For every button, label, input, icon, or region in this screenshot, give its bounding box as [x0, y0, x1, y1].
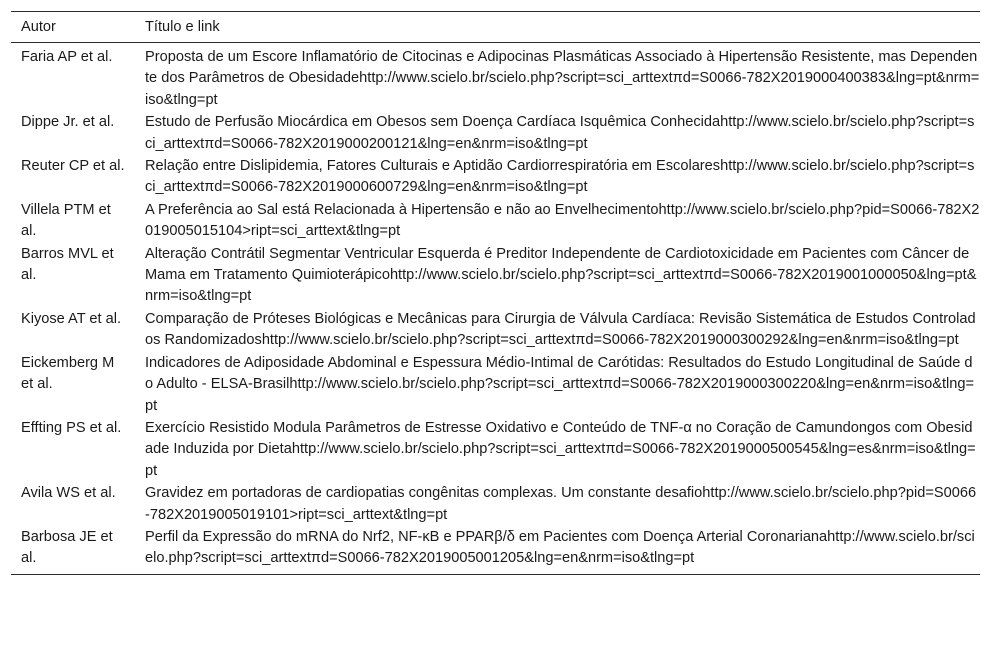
cell-titulo-link[interactable]: Perfil da Expressão do mRNA do Nrf2, NF-κB e PPARβ/δ em Pacientes com Doença Arterial Coronarianahttp://www.scielo.br/scielo.php?script=sci_arttextπd=S0066-782X2019005001205&lng=en&nrm=iso&tlng=pt: [135, 526, 980, 574]
cell-titulo-link[interactable]: Proposta de um Escore Inflamatório de Citocinas e Adipocinas Plasmáticas Associado à Hipertensão Resistente, mas Dependente dos Parâmetros de Obesidadehttp://www.scielo.br/scielo.php?script=sci_arttextπd=S0066-782X2019000400383&lng=pt&nrm=iso&tlng=pt: [145, 49, 980, 108]
cell-titulo-link[interactable]: A Preferência ao Sal está Relacionada à Hipertensão e não ao Envelhecimentohttp://www.scielo.br/scielo.php?pid=S0066-782X2019005015104>ript=sci_arttext&tlng=pt: [145, 201, 980, 240]
table-row: [11, 155, 980, 199]
table-row: [11, 43, 980, 112]
references-table-container: [11, 11, 980, 575]
cell-titulo-link[interactable]: Estudo de Perfusão Miocárdica em Obesos sem Doença Cardíaca Isquêmica Conhecidahttp://www.scielo.br/scielo.php?script=sci_arttextπd=S0066-782X2019000200121&lng=en&nrm=iso&tlng=pt: [145, 114, 975, 152]
cell-titulo-link[interactable]: Exercício Resistido Modula Parâmetros de Estresse Oxidativo e Conteúdo de TNF-α no Coração de Camundongos com Obesidade Induzida por Dietahttp://www.scielo.br/scielo.php?script=sci_arttextπd=S0066-782X2019000500545&lng=es&nrm=iso&tlng=pt: [145, 419, 976, 479]
table-row: [11, 526, 980, 574]
cell-autor: Eickemberg M et al.: [21, 354, 115, 393]
cell-autor: Reuter CP et al.: [21, 158, 125, 175]
cell-autor: Effting PS et al.: [21, 419, 122, 436]
cell-titulo-link[interactable]: Comparação de Próteses Biológicas e Mecânicas para Cirurgia de Válvula Cardíaca: Revisão Sistemática de Estudos Controlados Randomizadoshttp://www.scielo.br/scielo.php?script=sci_arttextπd=S0066-782X2019000300292&lng=en&nrm=iso&tlng=pt: [145, 310, 976, 349]
cell-autor: Faria AP et al.: [21, 49, 113, 65]
table-header-row: [11, 12, 980, 43]
references-table: [11, 11, 980, 575]
cell-titulo-link[interactable]: Indicadores de Adiposidade Abdominal e Espessura Médio-Intimal de Carótidas: Resultados do Estudo Longitudinal de Saúde do Adulto - ELSA-Brasilhttp://www.scielo.br/scielo.php?script=sci_arttextπd=S0066-782X2019000300220&lng=en&nrm=iso&tlng=pt: [145, 354, 975, 414]
table-row: [11, 308, 980, 352]
cell-autor: Villela PTM et al.: [21, 201, 111, 240]
table-row: [11, 352, 980, 417]
table-row: [11, 111, 980, 155]
table-row: [11, 482, 980, 526]
cell-autor: Dippe Jr. et al.: [21, 114, 115, 131]
column-header-autor: Autor: [11, 12, 135, 43]
cell-titulo-link[interactable]: Relação entre Dislipidemia, Fatores Culturais e Aptidão Cardiorrespiratória em Escolareshttp://www.scielo.br/scielo.php?script=sci_arttextπd=S0066-782X2019000600729&lng=en&nrm=iso&tlng=pt: [145, 158, 975, 196]
cell-autor: Barbosa JE et al.: [11, 526, 135, 574]
cell-autor: Avila WS et al.: [21, 485, 116, 502]
cell-titulo-link[interactable]: Alteração Contrátil Segmentar Ventricular Esquerda é Preditor Independente de Cardiotoxicidade em Pacientes com Câncer de Mama em Tratamento Quimioterápicohttp://www.scielo.br/scielo.php?script=sci_arttextπd=S0066-782X2019001000050&lng=pt&nrm=iso&tlng=pt: [145, 245, 977, 305]
table-row: [11, 243, 980, 308]
table-row: [11, 199, 980, 243]
cell-autor: Kiyose AT et al.: [21, 310, 122, 327]
table-row: [11, 417, 980, 482]
cell-titulo-link[interactable]: Gravidez em portadoras de cardiopatias congênitas complexas. Um constante desafiohttp://www.scielo.br/scielo.php?pid=S0066-782X2019005019101>ript=sci_arttext&tlng=pt: [145, 485, 977, 523]
cell-autor: Barros MVL et al.: [21, 245, 114, 284]
column-header-titulo: Título e link: [135, 12, 980, 43]
